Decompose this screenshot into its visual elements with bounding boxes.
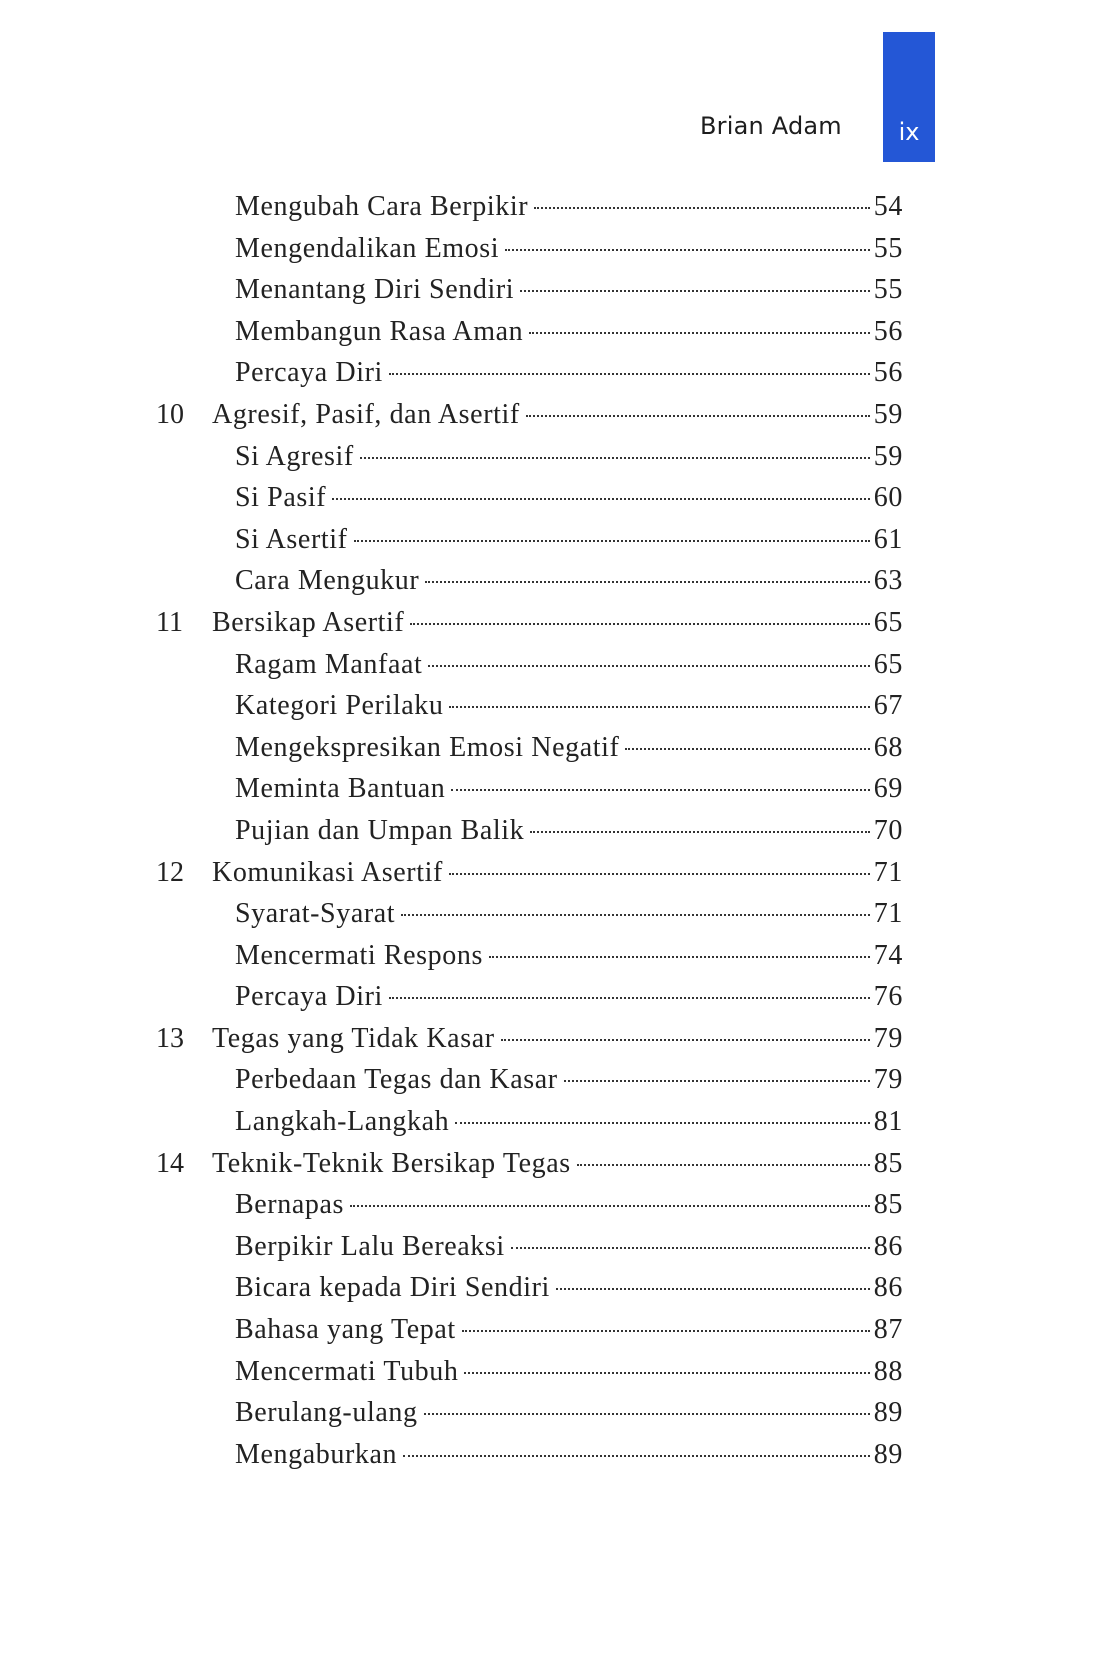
toc-entry-line [235, 689, 903, 723]
toc-entry-page-number: 68 [873, 731, 903, 763]
toc-entry-page-number: 65 [873, 648, 903, 680]
toc-section-entry [0, 1061, 1103, 1103]
toc-section-entry [0, 937, 1103, 979]
toc-chapter-entry [0, 1145, 1103, 1187]
toc-entry-title: Membangun Rasa Aman [235, 315, 524, 347]
toc-entry-page-number: 70 [873, 814, 903, 846]
toc-entry-page-number: 86 [873, 1272, 903, 1304]
toc-entry-title: Berpikir Lalu Bereaksi [235, 1230, 505, 1262]
dot-leader [428, 665, 869, 667]
toc-section-entry [0, 1311, 1103, 1353]
toc-entry-line [235, 440, 903, 474]
toc-entry-page-number: 89 [873, 1438, 903, 1470]
toc-section-entry [0, 1103, 1103, 1145]
toc-entry-line [235, 1230, 903, 1264]
toc-entry-line [235, 1063, 903, 1097]
toc-entry-title: Syarat-Syarat [235, 898, 396, 930]
toc-entry-line [235, 232, 903, 266]
toc-entry-title: Si Pasif [235, 482, 327, 514]
toc-entry-line [235, 190, 903, 224]
toc-section-entry [0, 812, 1103, 854]
toc-entry-page-number: 54 [873, 191, 903, 222]
toc-entry-page-number: 79 [873, 1022, 903, 1054]
toc-entry-page-number: 55 [873, 232, 903, 264]
dot-leader [556, 1288, 870, 1290]
toc-entry-title: Si Agresif [235, 440, 354, 472]
dot-leader [410, 623, 869, 625]
toc-entry-line [235, 772, 903, 806]
toc-entry-page-number: 71 [873, 856, 903, 888]
dot-leader [577, 1164, 870, 1166]
toc-section-entry [0, 687, 1103, 729]
toc-entry-page-number: 81 [873, 1106, 903, 1138]
toc-chapter-entry [0, 1020, 1103, 1062]
toc-entry-title: Mencermati Tubuh [235, 1355, 459, 1387]
toc-entry-line [235, 564, 903, 598]
toc-section-entry [0, 1269, 1103, 1311]
dot-leader [449, 706, 869, 708]
toc-entry-page-number: 87 [873, 1314, 903, 1346]
dot-leader [564, 1080, 870, 1082]
dot-leader [401, 914, 870, 916]
toc-entry-title: Mengubah Cara Berpikir [235, 191, 529, 222]
toc-entry-title: Bahasa yang Tepat [235, 1314, 456, 1346]
chapter-number: 11 [156, 606, 183, 638]
toc-entry-line [235, 1438, 903, 1472]
toc-entry-title: Meminta Bantuan [235, 773, 446, 805]
toc-entry-title: Tegas yang Tidak Kasar [212, 1022, 495, 1054]
dot-leader [424, 1413, 870, 1415]
dot-leader [451, 789, 869, 791]
toc-entry-line [212, 398, 903, 432]
toc-entry-page-number: 85 [873, 1147, 903, 1179]
toc-entry-page-number: 60 [873, 482, 903, 514]
toc-entry-line [235, 1271, 903, 1305]
chapter-number: 13 [156, 1022, 184, 1054]
dot-leader [530, 831, 870, 833]
toc-section-entry [0, 978, 1103, 1020]
toc-section-entry [0, 1436, 1103, 1478]
toc-section-entry [0, 770, 1103, 812]
toc-entry-page-number: 67 [873, 690, 903, 722]
toc-entry-line [212, 1147, 903, 1181]
toc-entry-title: Si Asertif [235, 523, 348, 555]
toc-section-entry [0, 438, 1103, 480]
toc-entry-line [235, 273, 903, 307]
toc-entry-page-number: 86 [873, 1230, 903, 1262]
dot-leader [350, 1205, 870, 1207]
toc-entry-page-number: 76 [873, 981, 903, 1013]
toc-entry-line [235, 1313, 903, 1347]
toc-entry-line [235, 939, 903, 973]
toc-entry-page-number: 89 [873, 1397, 903, 1429]
toc-entry-title: Mengekspresikan Emosi Negatif [235, 731, 620, 763]
toc-section-entry [0, 1186, 1103, 1228]
toc-section-entry [0, 1353, 1103, 1395]
toc-entry-page-number: 88 [873, 1355, 903, 1387]
toc-entry-line [212, 606, 903, 640]
toc-section-entry [0, 313, 1103, 355]
chapter-number: 10 [156, 398, 184, 430]
toc-chapter-entry [0, 604, 1103, 646]
dot-leader [449, 873, 870, 875]
toc-entry-title: Mencermati Respons [235, 939, 483, 971]
toc-entry-title: Perbedaan Tegas dan Kasar [235, 1064, 558, 1096]
chapter-number: 14 [156, 1147, 184, 1179]
toc-section-entry [0, 1394, 1103, 1436]
toc-entry-line [235, 356, 903, 390]
dot-leader [534, 207, 870, 209]
toc-entry-title: Pujian dan Umpan Balik [235, 814, 525, 846]
toc-entry-line [235, 648, 903, 682]
toc-section-entry [0, 729, 1103, 771]
toc-entry-line [235, 315, 903, 349]
dot-leader [455, 1122, 870, 1124]
toc-entry-line [235, 897, 903, 931]
toc-entry-title: Bicara kepada Diri Sendiri [235, 1272, 550, 1304]
table-of-contents [0, 188, 1103, 1477]
toc-entry-line [212, 1022, 903, 1056]
toc-entry-title: Percaya Diri [235, 981, 383, 1013]
toc-section-entry [0, 188, 1103, 230]
toc-entry-page-number: 56 [873, 315, 903, 347]
chapter-number: 12 [156, 856, 184, 888]
toc-entry-line [212, 856, 903, 890]
running-header-author: Brian Adam [700, 112, 842, 140]
toc-entry-line [235, 980, 903, 1014]
dot-leader [501, 1039, 870, 1041]
page-number-tab [883, 32, 935, 162]
toc-entry-title: Cara Mengukur [235, 565, 420, 597]
toc-section-entry [0, 895, 1103, 937]
toc-entry-line [235, 814, 903, 848]
toc-section-entry [0, 562, 1103, 604]
toc-entry-title: Mengendalikan Emosi [235, 232, 500, 264]
dot-leader [389, 373, 870, 375]
dot-leader [354, 540, 870, 542]
dot-leader [389, 997, 870, 999]
dot-leader [489, 956, 870, 958]
toc-section-entry [0, 521, 1103, 563]
toc-entry-page-number: 71 [873, 898, 903, 930]
dot-leader [332, 498, 870, 500]
toc-entry-page-number: 56 [873, 357, 903, 389]
toc-entry-title: Ragam Manfaat [235, 648, 423, 680]
dot-leader [464, 1372, 869, 1374]
toc-entry-title: Langkah-Langkah [235, 1106, 450, 1138]
toc-entry-title: Kategori Perilaku [235, 690, 444, 722]
dot-leader [403, 1455, 870, 1457]
toc-chapter-entry [0, 854, 1103, 896]
toc-entry-page-number: 65 [873, 606, 903, 638]
toc-entry-title: Komunikasi Asertif [212, 856, 443, 888]
dot-leader [520, 290, 870, 292]
toc-entry-line [235, 481, 903, 515]
toc-section-entry [0, 354, 1103, 396]
dot-leader [625, 748, 869, 750]
toc-entry-page-number: 79 [873, 1064, 903, 1096]
toc-chapter-entry [0, 396, 1103, 438]
toc-entry-page-number: 63 [873, 565, 903, 597]
toc-entry-line [235, 1355, 903, 1389]
toc-entry-title: Percaya Diri [235, 357, 383, 389]
dot-leader [425, 581, 869, 583]
toc-entry-page-number: 85 [873, 1189, 903, 1221]
dot-leader [529, 332, 870, 334]
toc-section-entry [0, 1228, 1103, 1270]
page-number: ix [898, 118, 920, 146]
toc-section-entry [0, 479, 1103, 521]
toc-entry-line [235, 1188, 903, 1222]
toc-entry-line [235, 1105, 903, 1139]
toc-entry-title: Menantang Diri Sendiri [235, 274, 515, 306]
dot-leader [360, 457, 870, 459]
dot-leader [511, 1247, 870, 1249]
toc-entry-title: Bernapas [235, 1189, 344, 1221]
toc-entry-title: Teknik-Teknik Bersikap Tegas [212, 1147, 571, 1179]
toc-entry-page-number: 59 [873, 398, 903, 430]
toc-entry-title: Bersikap Asertif [212, 606, 405, 638]
toc-entry-title: Berulang-ulang [235, 1397, 418, 1429]
toc-entry-page-number: 61 [873, 523, 903, 555]
dot-leader [462, 1330, 870, 1332]
dot-leader [526, 415, 870, 417]
toc-entry-page-number: 59 [873, 440, 903, 472]
toc-entry-line [235, 1396, 903, 1430]
toc-section-entry [0, 646, 1103, 688]
toc-entry-line [235, 731, 903, 765]
toc-entry-page-number: 74 [873, 939, 903, 971]
dot-leader [505, 249, 870, 251]
toc-entry-title: Mengaburkan [235, 1438, 398, 1470]
toc-section-entry [0, 230, 1103, 272]
toc-section-entry [0, 271, 1103, 313]
toc-entry-title: Agresif, Pasif, dan Asertif [212, 398, 520, 430]
toc-entry-page-number: 69 [873, 773, 903, 805]
toc-entry-line [235, 523, 903, 557]
toc-entry-page-number: 55 [873, 274, 903, 306]
